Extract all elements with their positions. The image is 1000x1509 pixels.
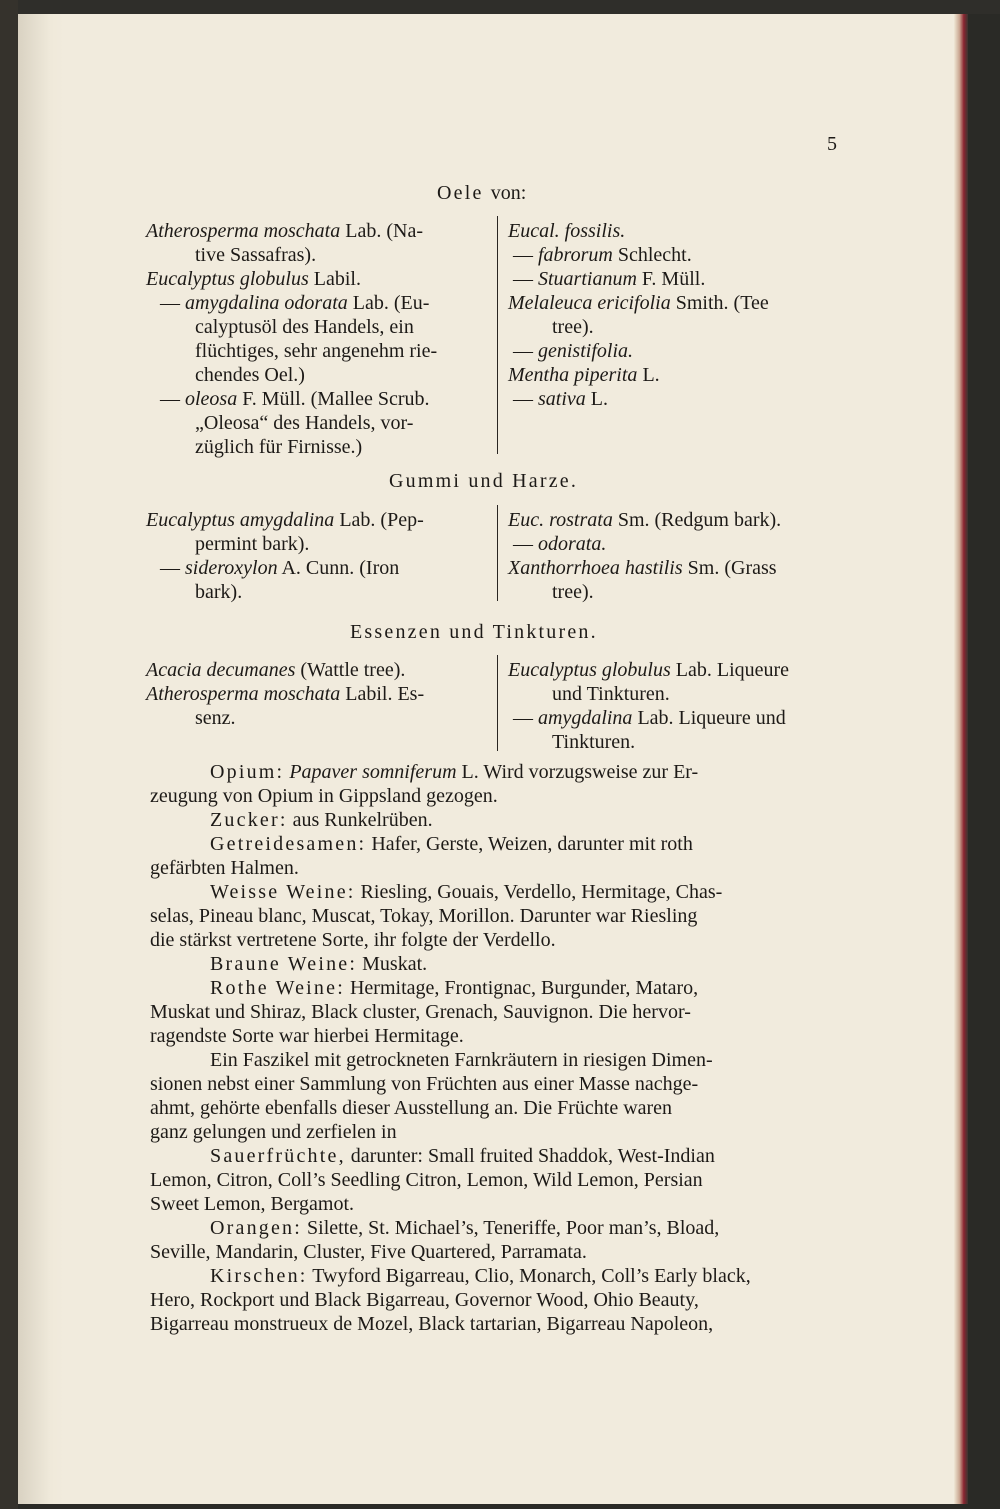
column-divider	[497, 216, 498, 454]
list-item-continuation: Tinkturen.	[552, 731, 636, 753]
list-item: Euc. rostrata Sm. (Redgum bark).	[508, 509, 782, 531]
paragraph-orangen: Orangen: Silette, St. Michael’s, Teneriffe, Poor man’s, Bload,	[210, 1217, 720, 1239]
paragraph-line: gefärbten Halmen.	[150, 857, 299, 879]
list-item-continuation: flüchtiges, sehr angenehm rie-	[195, 340, 438, 362]
paragraph-braune-weine: Braune Weine: Muskat.	[210, 953, 428, 975]
list-item-continuation: tree).	[552, 316, 594, 338]
book-binding	[0, 0, 18, 1509]
list-item-continuation: züglich für Firnisse.)	[195, 436, 363, 458]
paragraph-line: ahmt, gehörte ebenfalls dieser Ausstellung an. Die Früchte waren	[150, 1097, 673, 1119]
paragraph-line: selas, Pineau blanc, Muscat, Tokay, Morillon. Darunter war Riesling	[150, 905, 698, 927]
list-item-continuation: „Oleosa“ des Handels, vor-	[195, 412, 414, 434]
list-item: Mentha piperita L.	[508, 364, 660, 386]
list-item-continuation: und Tinkturen.	[552, 683, 670, 705]
list-item: — sativa L.	[513, 388, 608, 410]
paragraph-zucker: Zucker: aus Runkelrüben.	[210, 809, 433, 831]
column-divider	[497, 505, 498, 601]
list-item-continuation: tree).	[552, 581, 594, 603]
section-heading-gummi: Gummi und Harze.	[389, 470, 579, 492]
list-item: Xanthorrhoea hastilis Sm. (Grass	[508, 557, 777, 579]
list-item: Atherosperma moschata Labil. Es-	[146, 683, 425, 705]
page-gutter-shadow	[18, 14, 64, 1504]
list-item: — oleosa F. Müll. (Mallee Scrub.	[160, 388, 430, 410]
paragraph-line: die stärkst vertretene Sorte, ihr folgte der Verdello.	[150, 929, 556, 951]
paragraph-line: ragendste Sorte war hierbei Hermitage.	[150, 1025, 464, 1047]
section-heading-oele: Oele von:	[437, 182, 527, 204]
paragraph-line: Lemon, Citron, Coll’s Seedling Citron, Lemon, Wild Lemon, Persian	[150, 1169, 703, 1191]
list-item: — odorata.	[513, 533, 607, 555]
column-divider	[497, 655, 498, 751]
list-item: Melaleuca ericifolia Smith. (Tee	[508, 292, 769, 314]
list-item: — amygdalina Lab. Liqueure und	[513, 707, 786, 729]
section-heading-essenzen: Essenzen und Tinkturen.	[350, 621, 598, 643]
list-item: — sideroxylon A. Cunn. (Iron	[160, 557, 400, 579]
list-item: — Stuartianum F. Müll.	[513, 268, 706, 290]
list-item-continuation: calyptusöl des Handels, ein	[195, 316, 414, 338]
list-item: Eucalyptus amygdalina Lab. (Pep-	[146, 509, 424, 531]
list-item: — genistifolia.	[513, 340, 633, 362]
list-item: Eucal. fossilis.	[508, 220, 626, 242]
list-item: Atherosperma moschata Lab. (Na-	[146, 220, 423, 242]
paragraph-kirschen: Kirschen: Twyford Bigarreau, Clio, Monarch, Coll’s Early black,	[210, 1265, 751, 1287]
paragraph-line: zeugung von Opium in Gippsland gezogen.	[150, 785, 498, 807]
scan-top-border	[0, 0, 1000, 14]
list-item-continuation: senz.	[195, 707, 236, 729]
list-item-continuation: bark).	[195, 581, 243, 603]
page-number: 5	[827, 133, 837, 155]
paragraph-line: Bigarreau monstrueux de Mozel, Black tartarian, Bigarreau Napoleon,	[150, 1313, 714, 1335]
list-item: Acacia decumanes (Wattle tree).	[146, 659, 406, 681]
paragraph-line: Seville, Mandarin, Cluster, Five Quartered, Parramata.	[150, 1241, 587, 1263]
paragraph-line: Hero, Rockport und Black Bigarreau, Governor Wood, Ohio Beauty,	[150, 1289, 699, 1311]
list-item: — amygdalina odorata Lab. (Eu-	[160, 292, 430, 314]
page-edge	[954, 14, 968, 1504]
list-item: Eucalyptus globulus Labil.	[146, 268, 361, 290]
paragraph-weisse-weine: Weisse Weine: Riesling, Gouais, Verdello, Hermitage, Chas-	[210, 881, 723, 903]
list-item-continuation: chendes Oel.)	[195, 364, 305, 386]
paragraph-faszikel: Ein Faszikel mit getrockneten Farnkräutern in riesigen Dimen-	[210, 1049, 713, 1071]
paragraph-getreidesamen: Getreidesamen: Hafer, Gerste, Weizen, darunter mit roth	[210, 833, 693, 855]
list-item-continuation: tive Sassafras).	[195, 244, 317, 266]
paragraph-line: sionen nebst einer Sammlung von Früchten aus einer Masse nachge-	[150, 1073, 699, 1095]
paragraph-line: Sweet Lemon, Bergamot.	[150, 1193, 355, 1215]
list-item: Eucalyptus globulus Lab. Liqueure	[508, 659, 790, 681]
list-item: — fabrorum Schlecht.	[513, 244, 692, 266]
paragraph-sauerfruechte: Sauerfrüchte, darunter: Small fruited Shaddok, West-Indian	[210, 1145, 715, 1167]
paragraph-line: Muskat und Shiraz, Black cluster, Grenach, Sauvignon. Die hervor-	[150, 1001, 691, 1023]
paragraph-rothe-weine: Rothe Weine: Hermitage, Frontignac, Burgunder, Mataro,	[210, 977, 699, 999]
paragraph-line: ganz gelungen und zerfielen in	[150, 1121, 397, 1143]
list-item-continuation: permint bark).	[195, 533, 310, 555]
paragraph-opium: Opium: Papaver somniferum L. Wird vorzugsweise zur Er-	[210, 761, 699, 783]
